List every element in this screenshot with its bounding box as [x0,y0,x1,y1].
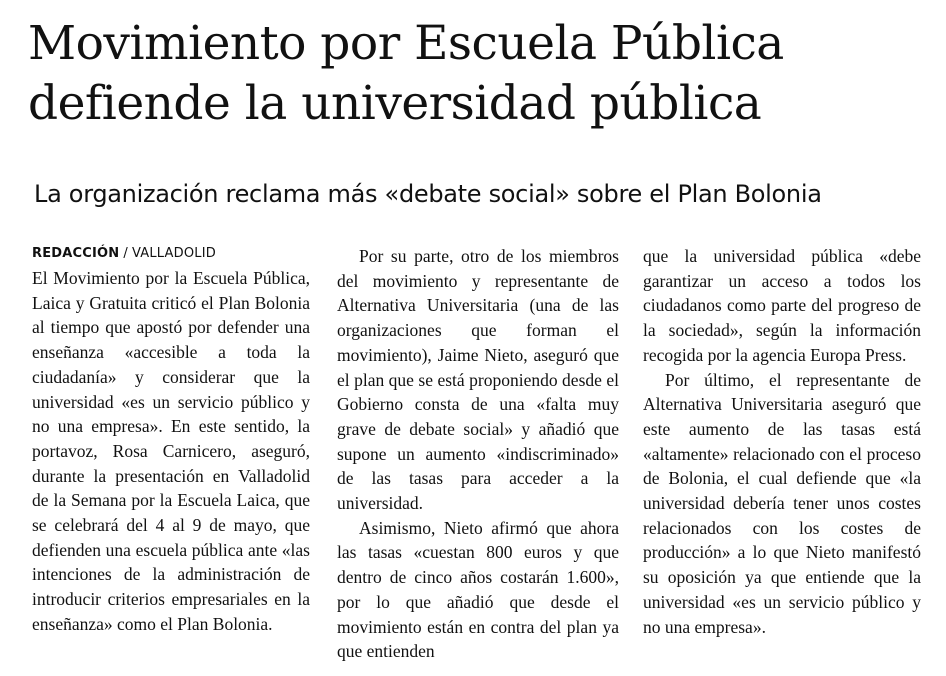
paragraph: Asimismo, Nieto afirmó que ahora las tasas «cuestan 800 euros y que dentro de cinco años costarán 1.600», por lo que añadió que desde el movimiento están en contra del plan ya que entienden [337,517,619,662]
byline-separator: / [123,246,128,261]
paragraph: que la universidad pública «debe garantizar un acceso a todos los ciudadanos como parte del progreso de la sociedad», según la información recogida por la agencia Europa Press. [643,246,921,365]
byline [32,244,310,263]
subheadline: La organización reclama más «debate social» sobre el Plan Bolonia [34,180,822,208]
paragraph: Por su parte, otro de los miembros del movimiento y representante de Alternativa Universitaria (una de las organizaciones que forman el movimiento), Jaime Nieto, aseguró que el plan que se está proponiendo desde el Gobierno consta de una «falta muy grave de debate social» y añadió que supone un aumento «indiscriminado» de las tasas para acceder a la universidad. [337,246,619,514]
article-column-1 [32,244,310,637]
article-column-2 [337,244,619,664]
paragraph: El Movimiento por la Escuela Pública, Laica y Gratuita criticó el Plan Bolonia al tiempo que apostó por defender una enseñanza «accesible a toda la ciudadanía» y considerar que la universidad «es un servicio público y no una empresa». En este sentido, la portavoz, Rosa Carnicero, aseguró, durante la presentación en Valladolid de la Semana por la Escuela Laica, que se celebrará del 4 al 9 de mayo, que defienden una escuela pública ante «las intenciones de la administración de introducir criterios empresariales en la enseñanza» como el Plan Bolonia. [32,268,310,634]
headline [28,14,928,134]
byline-author: REDACCIÓN [32,246,120,261]
paragraph: Por último, el representante de Alternativa Universitaria aseguró que este aumento de las tasas está «altamente» relacionado con el proceso de Bolonia, el cual defiende que «la universidad debería tener unos costes relacionados con los costes de producción» a lo que Nieto manifestó su oposición ya que entiende que la universidad «es un servicio público y no una empresa». [643,369,921,637]
headline-line-1: Movimiento por Escuela Pública [28,16,784,71]
byline-location: VALLADOLID [132,246,216,261]
article-column-3 [643,244,921,639]
headline-line-2: defiende la universidad pública [28,76,762,131]
